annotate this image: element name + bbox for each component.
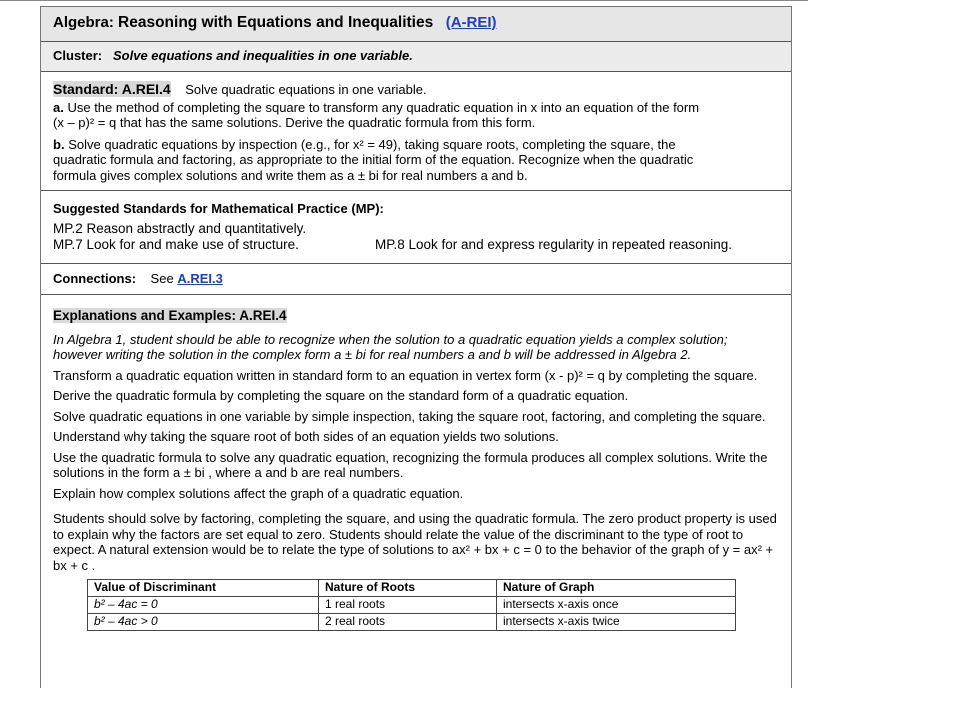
connections-see: See [150,271,174,286]
explanation-paragraph-5: Understand why taking the square root of both sides of an equation yields two solutions. [53,429,559,444]
cluster-text: Solve equations and inequalities in one variable. [113,48,413,63]
standard-part-b: b. Solve quadratic equations by inspection (e.g., for x² = 49), taking square roots, completing the square, the quadratic formula and factoring, as appropriate to the initial form of the equation. Recognize when the quadratic formula gives complex solutions and write them as a ± bi for real numbers a and b. [53,136,694,183]
standard-part-a: a. Use the method of completing the square to transform any quadratic equation in x into an equation of the form (x – p)² = q that has the same solutions. Derive the quadratic formula from this form. [53,99,700,130]
connections-label: Connections: [53,271,137,286]
connections-row [41,264,791,295]
table-cell: 1 real roots [319,597,497,614]
standard-b-line-3: formula gives complex solutions and write them as a ± bi for real numbers a and b. [53,167,528,183]
mp8-item: MP.8 Look for and express regularity in repeated reasoning. [375,236,732,252]
explanation-paragraph-8: Students should solve by factoring, completing the square, and using the quadratic formula. The zero product property is used to explain why the factors are set equal to zero. Students should relate the value of the discriminant to the type of root to expect. A natural extension would be to relate the type of solutions to ax² + bx + c = 0 to the behavior of the graph of y = ax² + bx + c . [53,511,777,573]
standard-intro: Solve quadratic equations in one variable. [185,82,427,97]
practice-row [41,191,791,264]
top-rule [0,0,808,1]
cluster-label: Cluster: [53,48,103,63]
table-header: Nature of Roots [319,580,497,597]
practice-heading: Suggested Standards for Mathematical Practice (MP): [53,201,384,216]
explanation-paragraph-7: Explain how complex solutions affect the graph of a quadratic equation. [53,485,464,501]
discriminant-table [87,579,736,631]
standard-a-line-1: Use the method of completing the square to transform any quadratic equation in x into an equation of the form [67,99,700,115]
domain-label: Algebra: [53,14,114,31]
explanation-paragraph-4: Solve quadratic equations in one variable by simple inspection, taking the square root, factoring, and completing the square. [53,408,766,424]
explanation-paragraph-3: Derive the quadratic formula by completing the square on the standard form of a quadratic equation. [53,388,629,403]
table-cell: b² – 4ac > 0 [88,614,319,631]
table-header: Value of Discriminant [88,580,319,597]
explanation-paragraph-6: Use the quadratic formula to solve any quadratic equation, recognizing the formula produces all complex solutions. Write the solutions in the form a ± bi , where a and b are real numbers. [53,449,768,480]
table-cell: intersects x-axis once [497,597,736,614]
table-cell: 2 real roots [319,614,497,631]
table-header: Nature of Graph [497,580,736,597]
mp7-item: MP.7 Look for and make use of structure. [53,236,299,252]
explanation-paragraph-1: In Algebra 1, student should be able to recognize when the solution to a quadratic equation yields a complex solution; however writing the solution in the complex form a ± bi for real numbers a and b will be addressed in Algebra 2. [53,331,728,362]
connections-link[interactable]: A.REI.3 [177,271,223,286]
table-header-row [88,580,736,597]
cluster-row [41,42,791,72]
standards-document [40,6,792,688]
standard-label: Standard: A.REI.4 [53,81,171,97]
domain-code-link[interactable]: (A-REI) [445,14,497,31]
standard-row [41,72,791,191]
standard-b-line-1: Solve quadratic equations by inspection (e.g., for x² = 49), taking square roots, completing the square, the [68,136,676,152]
explanation-paragraph-2: Transform a quadratic equation written in standard form to an equation in vertex form (x - p)² = q by completing the square. [53,367,758,383]
standard-b-line-2: quadratic formula and factoring, as appropriate to the initial form of the equation. Recognize when the quadratic [53,152,694,167]
table-row [88,597,736,614]
table-row [88,614,736,631]
table-cell: b² – 4ac = 0 [88,597,319,614]
explanations-row [41,295,791,637]
domain-title: Reasoning with Equations and Inequalities [118,14,434,31]
table-cell: intersects x-axis twice [497,614,736,631]
explanations-heading: Explanations and Examples: A.REI.4 [53,308,287,323]
title-row [41,7,791,42]
standard-a-line-2: (x – p)² = q that has the same solutions. Derive the quadratic formula from this form. [53,115,536,130]
mp2-item: MP.2 Reason abstractly and quantitatively. [53,220,307,236]
